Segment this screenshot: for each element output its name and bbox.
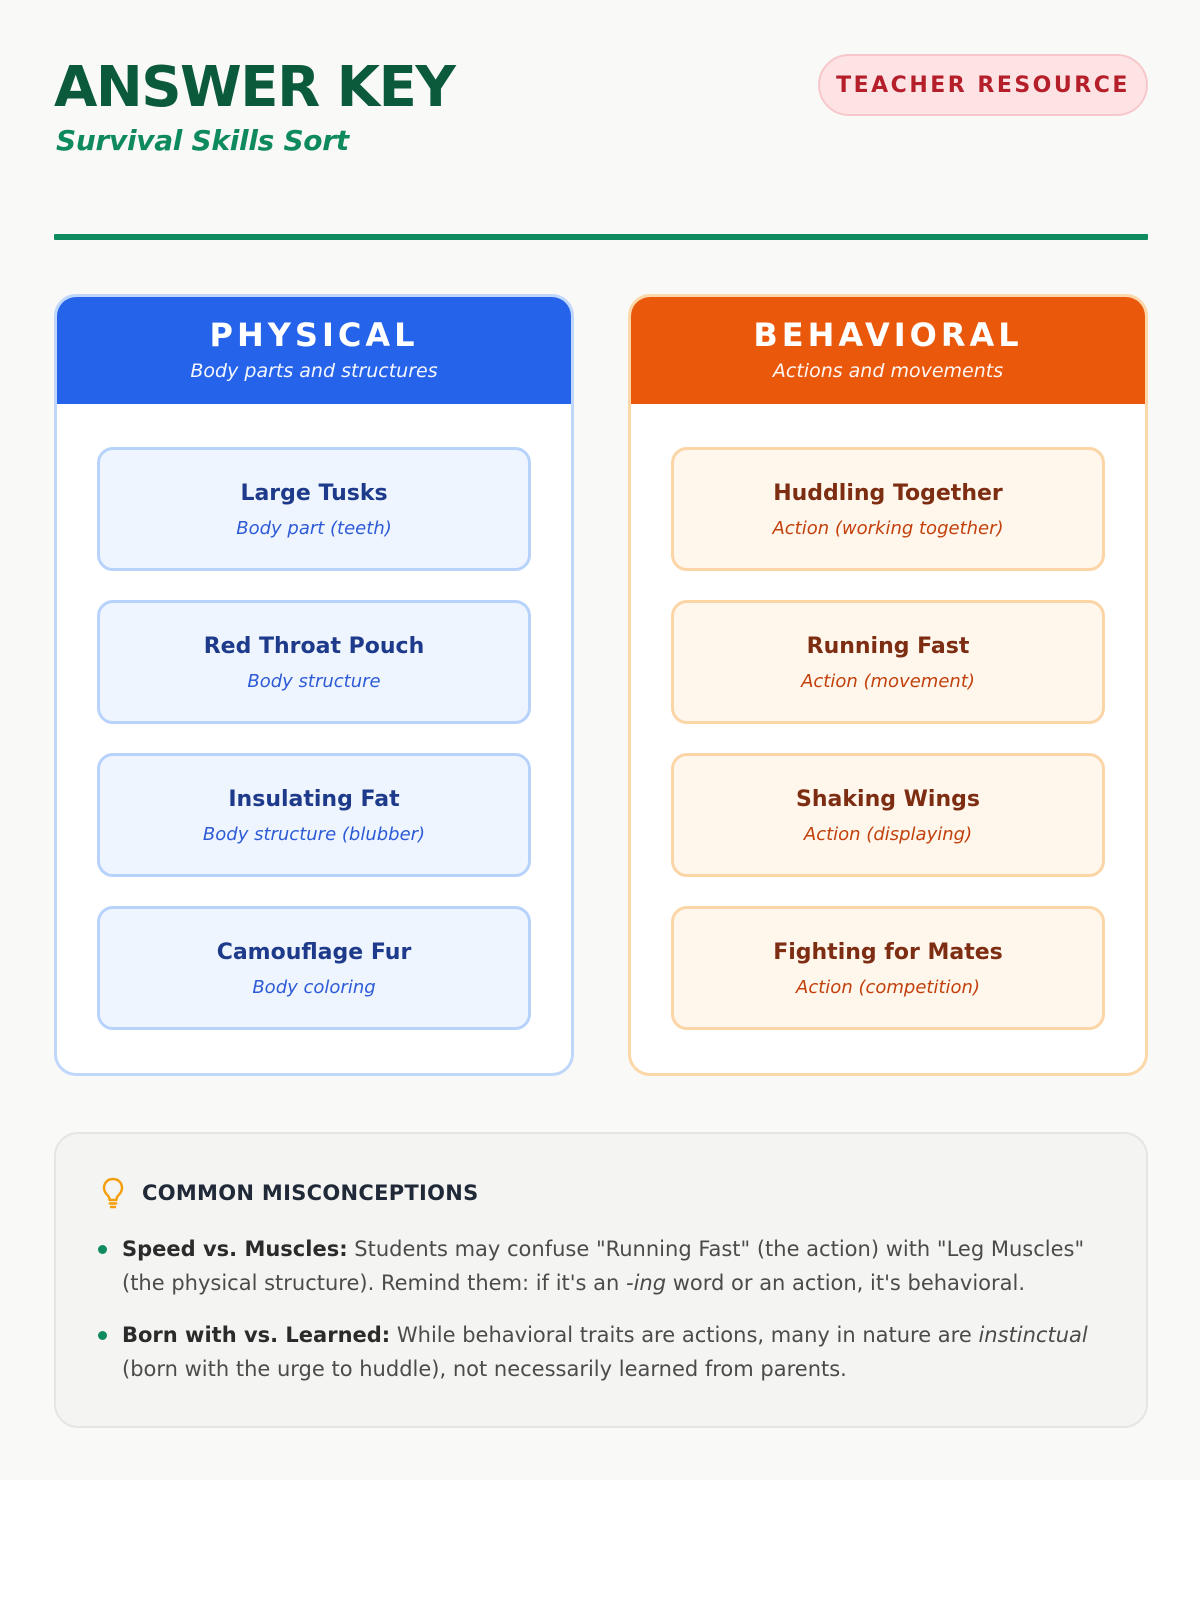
behavioral-column <box>628 294 1148 1076</box>
misconception-emphasis: -ing <box>626 1271 667 1295</box>
misconception-label: Speed vs. Muscles: <box>122 1237 348 1261</box>
trait-card-insulating-fat <box>97 753 531 877</box>
behavioral-column-header <box>628 294 1148 404</box>
trait-card-description: Action (competition) <box>796 976 980 998</box>
header-divider <box>54 234 1148 240</box>
trait-card-name: Insulating Fat <box>228 786 400 812</box>
misconceptions-title: COMMON MISCONCEPTIONS <box>142 1181 479 1205</box>
bullet-dot-icon <box>98 1245 107 1254</box>
physical-column-header <box>54 294 574 404</box>
trait-card-name: Camouflage Fur <box>216 939 412 965</box>
lightbulb-icon <box>100 1176 126 1210</box>
physical-column <box>54 294 574 1076</box>
misconception-text: Students may confuse "Running Fast" (the action) with "Leg Muscles" (the physical structure). Remind them: if it's an <box>122 1237 1085 1295</box>
trait-card-running-fast <box>671 600 1105 724</box>
trait-card-shaking-wings <box>671 753 1105 877</box>
trait-card-name: Large Tusks <box>240 480 388 506</box>
misconception-text: While behavioral traits are actions, many in nature are <box>390 1323 979 1347</box>
physical-column-subtitle: Body parts and structures <box>190 360 438 382</box>
misconception-item <box>96 1232 1106 1300</box>
misconception-text: (born with the urge to huddle), not necessarily learned from parents. <box>122 1357 847 1381</box>
physical-column-title: PHYSICAL <box>209 316 419 354</box>
physical-card-list <box>97 447 531 1059</box>
trait-card-name: Shaking Wings <box>796 786 980 812</box>
trait-card-name: Red Throat Pouch <box>203 633 425 659</box>
trait-card-large-tusks <box>97 447 531 571</box>
behavioral-column-subtitle: Actions and movements <box>772 360 1004 382</box>
trait-card-description: Action (displaying) <box>803 823 973 845</box>
page-subtitle: Survival Skills Sort <box>56 124 349 157</box>
trait-card-fighting-for-mates <box>671 906 1105 1030</box>
trait-card-description: Body part (teeth) <box>236 517 392 539</box>
teacher-resource-badge: TEACHER RESOURCE <box>818 54 1148 116</box>
trait-card-name: Huddling Together <box>773 480 1003 506</box>
misconceptions-panel <box>54 1132 1148 1428</box>
trait-card-huddling-together <box>671 447 1105 571</box>
trait-card-name: Running Fast <box>806 633 970 659</box>
trait-card-camouflage-fur <box>97 906 531 1030</box>
trait-card-description: Action (movement) <box>801 670 975 692</box>
trait-card-name: Fighting for Mates <box>773 939 1003 965</box>
misconception-label: Born with vs. Learned: <box>122 1323 391 1347</box>
misconception-text: word or an action, it's behavioral. <box>666 1271 1026 1295</box>
misconceptions-header <box>100 1176 479 1210</box>
trait-card-description: Body structure <box>247 670 381 692</box>
trait-card-description: Body coloring <box>252 976 376 998</box>
behavioral-column-title: BEHAVIORAL <box>753 316 1023 354</box>
bullet-dot-icon <box>98 1331 107 1340</box>
trait-card-description: Action (working together) <box>772 517 1004 539</box>
misconception-emphasis: instinctual <box>978 1323 1088 1347</box>
page-title: ANSWER KEY <box>54 55 455 120</box>
misconception-item <box>96 1318 1106 1386</box>
trait-card-red-throat-pouch <box>97 600 531 724</box>
trait-card-description: Body structure (blubber) <box>202 823 426 845</box>
misconceptions-list <box>96 1232 1106 1404</box>
behavioral-card-list <box>671 447 1105 1059</box>
